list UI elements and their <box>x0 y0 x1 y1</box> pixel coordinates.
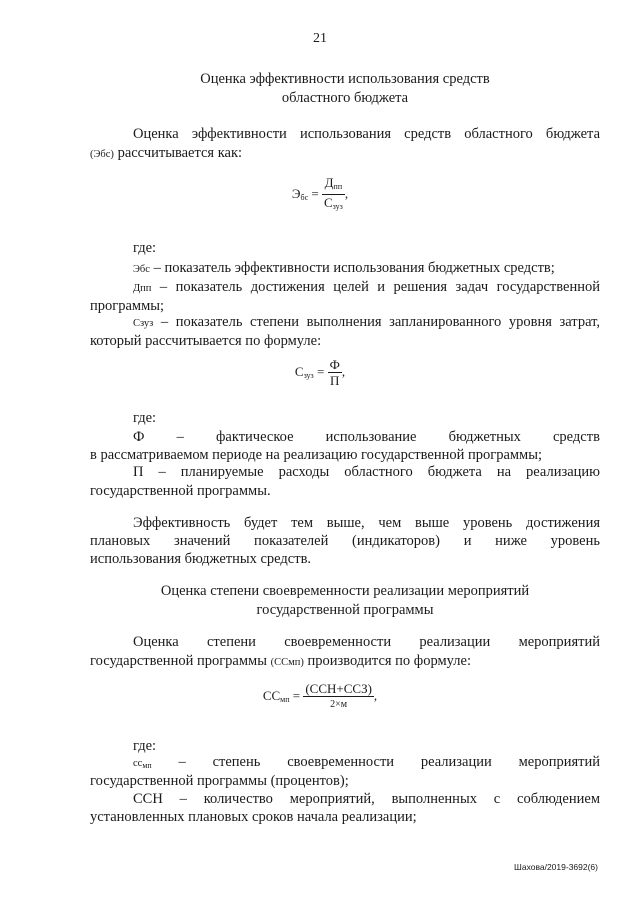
efficiency-note-line2: плановых значений показателей (индикаторов) и ниже уровень <box>90 533 600 549</box>
ssmp-formula: $СС_{мп}$ = $\frac{\text{(ССН+ССЗ)}}{2\times м}$ , <box>262 681 378 710</box>
definition-ssn-line1: ССН – количество мероприятий, выполненных с соблюдением <box>133 791 600 807</box>
fraction: $\frac{Ф}{П}$ <box>329 357 340 388</box>
definition-p-line2: государственной программы. <box>90 483 271 499</box>
definition-p-line1: П – планируемые расходы областного бюджета на реализацию <box>133 464 600 480</box>
szuz-formula: $С_{зуз}$ = $\frac{Ф}{П}$ , <box>294 357 346 388</box>
definition-f-line1: Ф – фактическое использование бюджетных средств <box>133 429 600 445</box>
fraction: $\frac{Д_{пп}}{С_{зуз}}$ <box>323 175 343 211</box>
section1-intro-line1: Оценка эффективности использования средств областного бюджета <box>133 126 600 142</box>
efficiency-note-line3: использования бюджетных средств. <box>90 551 312 567</box>
efficiency-note-line1: Эффективность будет тем выше, чем выше уровень достижения <box>133 515 600 531</box>
definition-dpp-line1: Дпп – показатель достижения целей и решения задач государственной <box>133 279 600 295</box>
definition-ebs: Эбс – показатель эффективности использования бюджетных средств; <box>133 260 555 276</box>
section2-title: Оценка степени своевременности реализации мероприятий государственной программы <box>160 583 530 618</box>
definition-szuz-line2: который рассчитывается по формуле: <box>90 333 322 349</box>
definition-ss-line1: $сс_{мп}$ – степень своевременности реализации мероприятий <box>133 754 600 770</box>
where-label-1: где: <box>133 240 157 256</box>
definition-dpp-line2: программы; <box>90 298 165 314</box>
definition-ss-line2: государственной программы (процентов); <box>90 773 349 789</box>
efficiency-formula: $Э_{бс}$ = $\frac{Д_{пп}}{С_{зуз}}$ , <box>0 176 640 214</box>
section1-intro-line2: (Эбс) рассчитывается как: <box>90 145 243 161</box>
footer-reference: Шахова/2019-3692(6) <box>514 862 598 872</box>
page-number: 21 <box>313 31 327 46</box>
section2-intro-line1: Оценка степени своевременности реализации мероприятий <box>133 634 600 650</box>
definition-ssn-line2: установленных плановых сроков начала реализации; <box>90 809 417 825</box>
section2-intro-line2: государственной программы (ССмп) производится по формуле: <box>90 653 471 669</box>
fraction: $\frac{\text{(ССН+ССЗ)}}{2\times м}$ <box>305 681 372 710</box>
definition-f-line2: в рассматриваемом периоде на реализацию государственной программы; <box>90 447 543 463</box>
definition-szuz-line1: Сзуз – показатель степени выполнения запланированного уровня затрат, <box>133 314 600 330</box>
where-label-2: где: <box>133 410 157 426</box>
where-label-3: где: <box>133 738 157 754</box>
section1-title: Оценка эффективности использования средств областного бюджета <box>200 71 490 106</box>
